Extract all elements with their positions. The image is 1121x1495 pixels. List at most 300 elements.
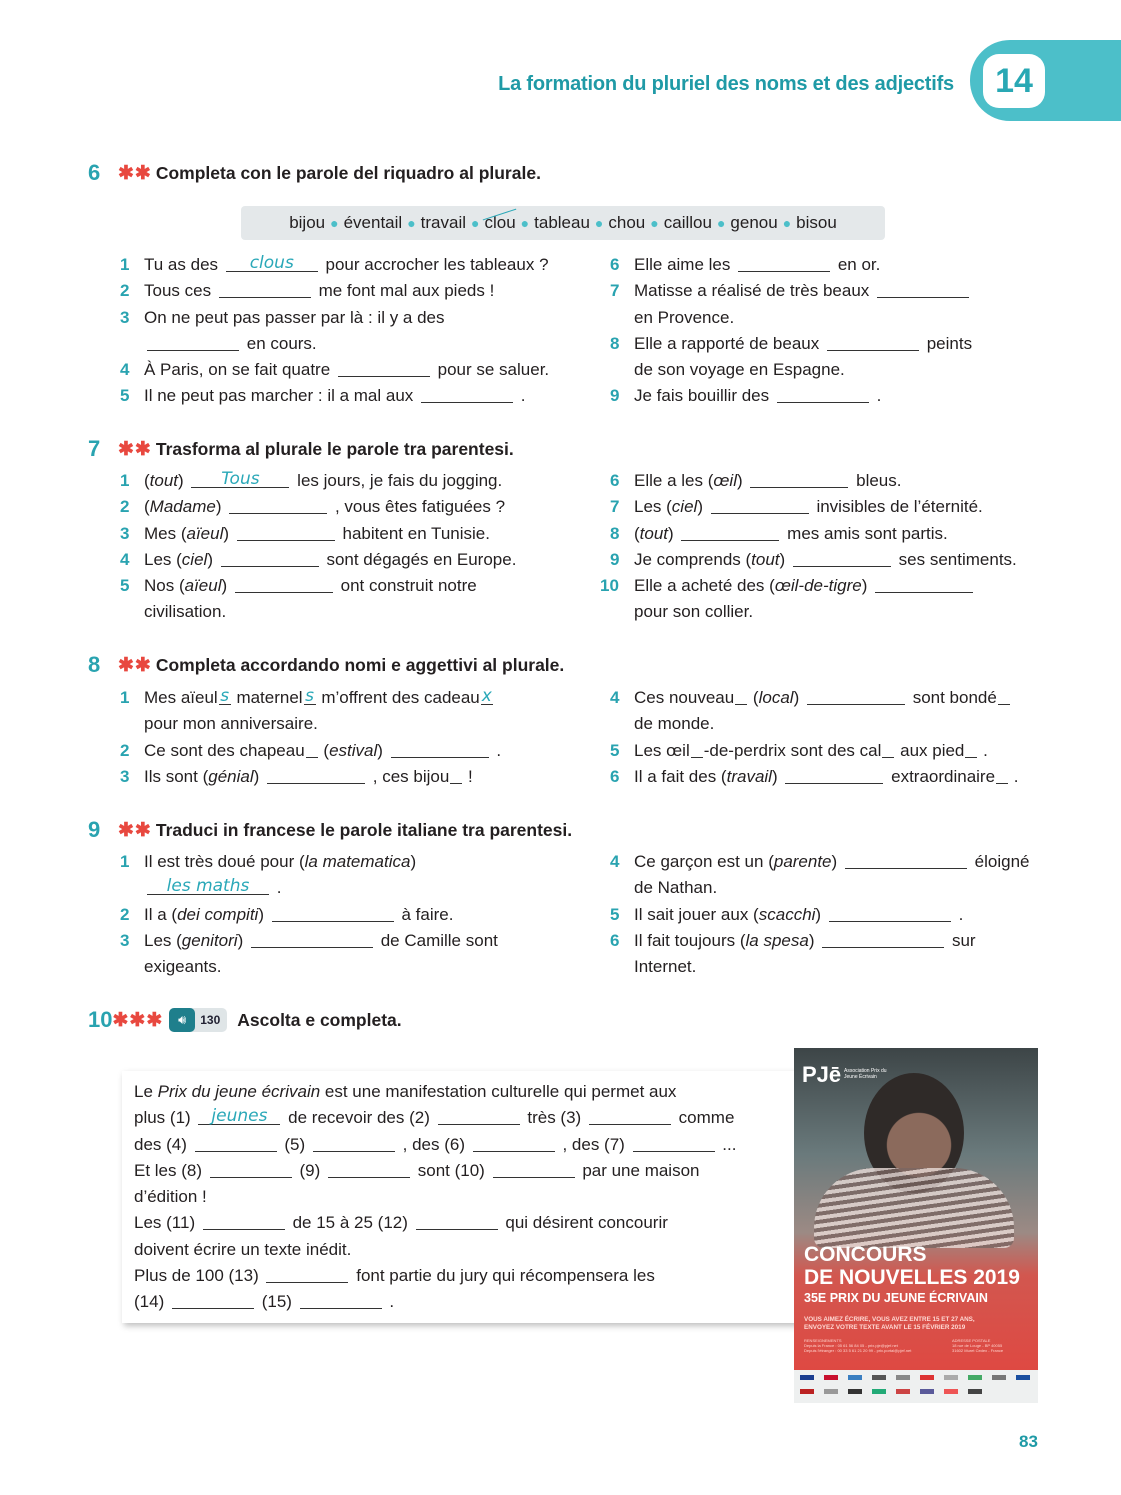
exercise-number: 9 — [88, 817, 101, 842]
text-line — [144, 928, 498, 954]
text: de son voyage en Espagne. — [634, 360, 845, 380]
answer-blank[interactable] — [272, 904, 394, 922]
text: ) — [253, 766, 260, 786]
exercise-heading — [88, 1007, 402, 1033]
italic-text: travail — [726, 766, 772, 786]
text: pour accrocher les tableaux ? — [325, 255, 549, 274]
text-line — [144, 252, 549, 278]
list-item — [610, 494, 1017, 520]
text: de 15 à 25 (12) — [292, 1213, 408, 1233]
text: ) — [223, 523, 230, 543]
text: Elle a rapporté de beaux — [634, 333, 820, 353]
item-number: 3 — [120, 307, 130, 327]
item-number: 2 — [120, 281, 130, 301]
ending-blank[interactable] — [996, 766, 1008, 784]
item-number: 4 — [610, 852, 620, 871]
handwritten-answer: clous — [249, 253, 294, 273]
text: aux pied — [900, 740, 965, 760]
text: Ce sont des chapeau — [144, 740, 305, 760]
item-number: 1 — [120, 255, 130, 274]
answer-blank[interactable] — [147, 333, 239, 351]
sponsor-logo — [968, 1375, 982, 1380]
text-line — [634, 521, 1017, 547]
text: tableau — [534, 213, 590, 232]
list-item — [610, 383, 972, 409]
answer-blank[interactable] — [147, 877, 269, 895]
text-line — [634, 599, 1017, 625]
item-number: 1 — [120, 471, 130, 490]
list-item — [120, 383, 549, 409]
ending-blank[interactable] — [450, 766, 462, 784]
text: ) — [215, 497, 222, 517]
text-line — [634, 547, 1017, 573]
text: . — [276, 878, 282, 898]
text: Le — [134, 1082, 158, 1101]
bullet-separator: ● — [330, 215, 339, 231]
text-line — [144, 547, 516, 573]
sponsor-logo — [824, 1375, 838, 1380]
text: qui désirent concourir — [505, 1213, 668, 1233]
answer-blank[interactable] — [210, 1160, 292, 1178]
italic-text: aïeul — [184, 576, 222, 596]
text-line — [634, 928, 1030, 954]
list-item — [610, 278, 972, 331]
text-line — [134, 1289, 797, 1315]
text-line — [134, 1184, 797, 1210]
item-number: 6 — [610, 471, 620, 490]
text: sont (10) — [417, 1160, 485, 1180]
speaker-icon: 🔊︎ — [169, 1008, 195, 1032]
bullet-separator: ● — [716, 215, 726, 231]
list-item — [120, 468, 516, 494]
text: Internet. — [634, 957, 697, 977]
answer-blank[interactable] — [237, 523, 335, 541]
text: de Nathan. — [634, 878, 718, 898]
text: Matisse a réalisé de très beaux — [634, 281, 870, 301]
list-item — [120, 494, 516, 520]
poster-address: ADRESSE POSTALE 18 rue de Louge - BP 40055 31602 Muret Cedex - France — [952, 1338, 1004, 1353]
text: sur — [951, 930, 976, 950]
list-item — [120, 764, 501, 790]
ending-blank[interactable] — [998, 687, 1010, 705]
list-item — [120, 357, 549, 383]
list-item — [610, 468, 1017, 494]
audio-track-button[interactable] — [169, 1008, 227, 1032]
text: ( — [752, 688, 759, 707]
exercise-heading — [88, 160, 541, 186]
answer-blank[interactable] — [829, 904, 951, 922]
left-column — [120, 252, 549, 410]
text-line — [144, 383, 549, 409]
answer-blank[interactable] — [267, 766, 365, 784]
sponsor-logo — [872, 1389, 886, 1394]
handwritten-answer: s — [305, 686, 314, 706]
text: ) — [771, 766, 778, 786]
text-line — [134, 1105, 797, 1131]
text: ) — [221, 576, 228, 596]
poster-image — [794, 1048, 1038, 1403]
italic-text: tout — [149, 471, 179, 490]
answer-blank[interactable] — [827, 333, 919, 351]
item-number: 3 — [120, 766, 130, 786]
text-line — [634, 357, 972, 383]
handwritten-answer: x — [481, 686, 492, 706]
text: (5) — [284, 1134, 306, 1154]
text: Ces nouveau — [634, 688, 735, 707]
poster-logo: PJē — [802, 1062, 842, 1087]
difficulty-stars: ✱✱ — [118, 438, 152, 460]
text-line — [144, 357, 549, 383]
answer-blank[interactable] — [750, 470, 848, 488]
difficulty-stars: ✱✱ — [118, 819, 152, 841]
text: ) — [697, 497, 703, 517]
text-line — [634, 278, 972, 304]
italic-text: la matematica — [304, 852, 411, 871]
item-number: 6 — [610, 255, 620, 274]
text: ) — [668, 523, 674, 543]
text: mes amis sont partis. — [787, 523, 948, 543]
text: Elle a les ( — [634, 471, 714, 490]
answer-blank[interactable] — [738, 254, 830, 272]
answer-blank[interactable] — [300, 1291, 382, 1309]
answer-blank[interactable] — [877, 280, 969, 298]
bullet-separator: ● — [407, 215, 416, 231]
text: Les ( — [634, 497, 672, 517]
answer-blank[interactable] — [229, 496, 327, 514]
text: ) — [779, 549, 786, 569]
answer-blank[interactable] — [807, 687, 905, 705]
difficulty-stars: ✱✱✱ — [112, 1009, 164, 1031]
text: Les ( — [144, 549, 182, 569]
right-column — [600, 468, 1017, 626]
italic-text: dei compiti — [177, 904, 259, 924]
text: en Provence. — [634, 307, 735, 327]
answer-blank[interactable] — [266, 1265, 348, 1283]
text: (9) — [299, 1160, 321, 1180]
list-item — [610, 764, 1019, 790]
sponsor-logo — [944, 1389, 958, 1394]
answer-blank[interactable] — [493, 1160, 575, 1178]
answer-blank[interactable] — [633, 1134, 715, 1152]
text: font partie du jury qui récompensera les — [356, 1266, 655, 1286]
text-line — [134, 1237, 797, 1263]
difficulty-stars: ✱✱ — [118, 654, 152, 676]
answer-blank[interactable] — [681, 523, 779, 541]
text: Les (11) — [134, 1213, 196, 1233]
text-line — [634, 954, 1030, 980]
sponsor-logo — [944, 1375, 958, 1380]
text: . — [496, 740, 502, 760]
text: à faire. — [401, 904, 454, 924]
sponsor-logo — [800, 1375, 814, 1380]
ending-blank[interactable] — [481, 687, 493, 705]
text: Mes aïeul — [144, 688, 218, 707]
text-line — [144, 494, 516, 520]
list-item — [120, 305, 549, 358]
text: À Paris, on se fait quatre — [144, 360, 331, 380]
text: On ne peut pas passer par là : il y a des — [144, 307, 445, 327]
text-line — [634, 764, 1019, 790]
answer-blank[interactable] — [251, 930, 373, 948]
text-line — [144, 599, 516, 625]
sponsor-logo — [920, 1389, 934, 1394]
answer-blank[interactable] — [338, 359, 430, 377]
item-number: 3 — [120, 523, 130, 543]
item-number: 5 — [120, 576, 130, 596]
chapter-number: 14 — [983, 54, 1045, 108]
text-line — [634, 875, 1030, 901]
exercise-instruction: Ascolta e completa. — [237, 1009, 402, 1030]
answer-blank[interactable] — [172, 1291, 254, 1309]
answer-blank[interactable] — [473, 1134, 555, 1152]
text-line — [634, 494, 1017, 520]
answer-blank[interactable] — [785, 766, 883, 784]
text: Tous ces — [144, 281, 212, 301]
item-number: 8 — [610, 333, 620, 353]
item-number: 9 — [610, 386, 620, 406]
italic-text: estival — [329, 740, 378, 760]
text: ) — [237, 930, 244, 950]
exercise-number: 8 — [88, 652, 101, 677]
text: ... — [722, 1134, 737, 1154]
text: Mes ( — [144, 523, 187, 543]
ending-blank[interactable] — [882, 740, 894, 758]
text: Ce garçon est un ( — [634, 852, 774, 871]
text: -de-perdrix sont des cal — [703, 740, 882, 760]
list-item — [610, 547, 1017, 573]
text: en or. — [837, 255, 881, 274]
handwritten-answer: jeunes — [211, 1106, 268, 1127]
text-line — [634, 383, 972, 409]
ending-blank[interactable] — [965, 740, 977, 758]
text: caillou — [663, 213, 712, 232]
text: éventail — [343, 213, 403, 232]
cloze-text-box — [122, 1071, 797, 1323]
item-number: 5 — [120, 386, 130, 406]
text: ) — [377, 740, 383, 760]
text-line — [144, 573, 516, 599]
answer-blank[interactable] — [589, 1107, 671, 1125]
text: Il a fait des ( — [634, 766, 727, 786]
text: . — [520, 386, 526, 406]
answer-blank[interactable] — [198, 1107, 280, 1125]
text: m’offrent des cadeau — [321, 688, 480, 707]
poster-tagline: VOUS AIMEZ ÉCRIRE, VOUS AVEZ ENTRE 15 ET 27 ANS, ENVOYEZ VOTRE TEXTE AVANT LE 15 FÉVRIER 2019 — [804, 1316, 975, 1331]
answer-blank[interactable] — [711, 496, 809, 514]
item-number: 10 — [600, 576, 619, 596]
item-number: 8 — [610, 523, 620, 543]
item-number: 7 — [610, 281, 620, 301]
struck-word: clou — [484, 206, 515, 240]
text: bijou — [289, 213, 326, 232]
item-number: 4 — [610, 688, 620, 707]
italic-text: tout — [751, 549, 780, 569]
text: de Camille sont — [380, 930, 498, 950]
text-line — [134, 1210, 797, 1236]
answer-blank[interactable] — [421, 385, 513, 403]
bullet-separator: ● — [520, 215, 530, 231]
answer-blank[interactable] — [777, 385, 869, 403]
text: ( — [323, 740, 330, 760]
answer-blank[interactable] — [235, 575, 333, 593]
exercise-heading — [88, 652, 564, 678]
text: ses sentiments. — [898, 549, 1017, 569]
text: ont construit notre — [340, 576, 477, 596]
list-item — [120, 547, 516, 573]
answer-blank[interactable] — [328, 1160, 410, 1178]
list-item — [120, 928, 498, 981]
text: . — [983, 740, 988, 760]
text-line — [144, 738, 501, 764]
item-number: 4 — [120, 549, 130, 569]
text: ) — [410, 852, 417, 871]
exercise-instruction: Traduci in francese le parole italiane tra parentesi. — [155, 819, 573, 840]
text: habitent en Tunisie. — [342, 523, 490, 543]
text: ) — [736, 471, 743, 490]
text-line — [634, 305, 972, 331]
text-line — [144, 331, 549, 357]
sponsor-logo — [824, 1389, 838, 1394]
text: Elle aime les — [634, 255, 731, 274]
text: (15) — [261, 1292, 292, 1312]
italic-text: œil-de-tigre — [774, 576, 862, 596]
sponsor-logo — [800, 1389, 814, 1394]
poster-info: RENSEIGNEMENTS Depuis la France : 05 61 56 84 05 - prix.pje@pjef.net Depuis l'étranger : 00 33 5 61 21 20 99 - prix.portal@pjef.net — [804, 1338, 912, 1353]
text: Elle a acheté des ( — [634, 576, 775, 596]
text: Il fait toujours ( — [634, 930, 746, 950]
text: Il ne peut pas marcher : il a mal aux — [144, 386, 414, 406]
ending-blank[interactable] — [219, 687, 231, 705]
text: Plus de 100 (13) — [134, 1266, 259, 1286]
sponsor-logo — [968, 1389, 982, 1394]
answer-blank[interactable] — [203, 1212, 285, 1230]
text-line — [144, 954, 498, 980]
text-line — [134, 1263, 797, 1289]
list-item — [610, 902, 1030, 928]
list-item — [120, 278, 549, 304]
text: pour mon anniversaire. — [144, 714, 318, 734]
text: , ces bijou — [372, 766, 450, 786]
poster-subtitle: 35E PRIX DU JEUNE ÉCRIVAIN — [804, 1291, 988, 1305]
ending-blank[interactable] — [691, 740, 703, 758]
text: . — [876, 386, 882, 406]
italic-text: parente — [773, 852, 832, 871]
answer-blank[interactable] — [875, 575, 973, 593]
text: ) — [178, 471, 184, 490]
text: invisibles de l’éternité. — [816, 497, 983, 517]
bullet-separator: ● — [594, 215, 604, 231]
text: Ils sont ( — [144, 766, 209, 786]
text-line — [144, 764, 501, 790]
text: genou — [730, 213, 778, 232]
text: Les ( — [144, 930, 182, 950]
text: plus (1) — [134, 1108, 191, 1128]
exercise-instruction: Completa accordando nomi e aggettivi al plurale. — [155, 654, 565, 675]
chapter-title: La formation du pluriel des noms et des adjectifs — [498, 73, 954, 95]
ending-blank[interactable] — [306, 740, 318, 758]
text: ) — [793, 688, 800, 707]
list-item — [610, 685, 1019, 738]
italic-text: genitori — [181, 930, 238, 950]
poster-association: Association Prix du Jeune Écrivain — [844, 1068, 887, 1080]
exercise-number: 10 — [88, 1007, 113, 1032]
answer-blank[interactable] — [221, 549, 319, 567]
sponsor-logo — [896, 1389, 910, 1394]
answer-blank[interactable] — [191, 470, 289, 488]
text: Et les (8) — [134, 1160, 203, 1180]
text-line — [634, 468, 1017, 494]
text: très (3) — [527, 1108, 582, 1128]
ending-blank[interactable] — [304, 687, 316, 705]
text: (14) — [134, 1292, 165, 1312]
text-line — [144, 685, 501, 711]
word-box — [241, 206, 885, 240]
item-number: 4 — [120, 360, 130, 380]
list-item — [120, 902, 498, 928]
item-number: 5 — [610, 904, 620, 924]
answer-blank[interactable] — [226, 254, 318, 272]
text-line — [144, 875, 498, 901]
text: par une maison — [582, 1160, 700, 1180]
text-line — [634, 738, 1019, 764]
item-number: 2 — [120, 740, 130, 760]
answer-blank[interactable] — [438, 1107, 520, 1125]
left-column — [120, 468, 516, 626]
answer-blank[interactable] — [822, 930, 944, 948]
answer-blank[interactable] — [195, 1134, 277, 1152]
item-number: 1 — [120, 852, 130, 871]
bullet-separator: ● — [782, 215, 792, 231]
text: sont dégagés en Europe. — [326, 549, 517, 569]
text: éloigné — [974, 852, 1030, 871]
answer-blank[interactable] — [219, 280, 311, 298]
text: ) — [258, 904, 264, 924]
text-line — [134, 1079, 797, 1105]
text: ( — [634, 523, 640, 543]
answer-blank[interactable] — [793, 549, 891, 567]
left-column — [120, 849, 498, 980]
text: . — [958, 904, 964, 924]
answer-blank[interactable] — [845, 851, 967, 869]
handwritten-answer: s — [220, 686, 230, 706]
answer-blank[interactable] — [391, 740, 489, 758]
sponsor-logo — [992, 1375, 1006, 1380]
poster-sponsor-logos — [794, 1370, 1038, 1403]
sponsor-logo — [848, 1389, 862, 1394]
right-column — [610, 685, 1019, 790]
text: exigeants. — [144, 957, 222, 977]
italic-text: local — [758, 688, 794, 707]
item-number: 6 — [610, 766, 620, 786]
answer-blank[interactable] — [416, 1212, 498, 1230]
sponsor-logo — [1016, 1375, 1030, 1380]
text: de monde. — [634, 714, 715, 734]
difficulty-stars: ✱✱ — [118, 162, 152, 184]
italic-text: Madame — [149, 497, 216, 517]
answer-blank[interactable] — [313, 1134, 395, 1152]
ending-blank[interactable] — [735, 687, 747, 705]
exercise-instruction: Trasforma al plurale le parole tra parentesi. — [155, 438, 514, 459]
page-number: 83 — [1019, 1432, 1038, 1451]
text-line — [634, 685, 1019, 711]
text-line — [144, 902, 498, 928]
item-number: 9 — [610, 549, 620, 569]
text: pour son collier. — [634, 602, 754, 622]
text: Il sait jouer aux ( — [634, 904, 759, 924]
list-item — [120, 521, 516, 547]
exercise-instruction: Completa con le parole del riquadro al plurale. — [155, 162, 541, 183]
text: sont bondé — [912, 688, 997, 707]
